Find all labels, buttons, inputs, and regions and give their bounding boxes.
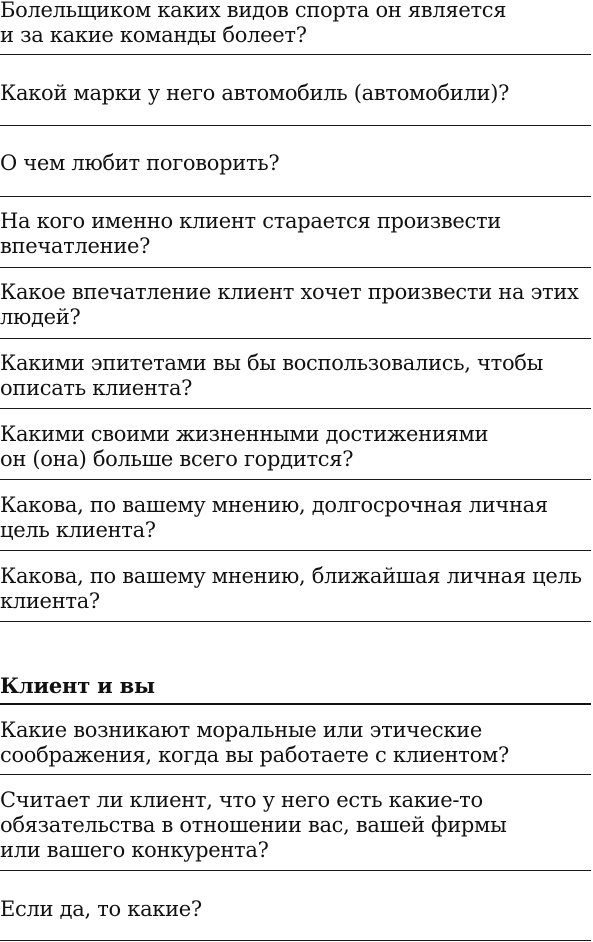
question-sports: Болельщиком каких видов спорта он является и за какие команды болеет?	[0, 0, 507, 47]
answer-line	[0, 54, 591, 55]
answer-line	[0, 940, 591, 941]
question-epithets: Какими эпитетами вы бы воспользовались, чтобы описать клиента?	[0, 351, 544, 400]
answer-line	[0, 550, 591, 551]
question-car: Какой марки у него автомобиль (автомобили)?	[0, 81, 510, 105]
question-impression: Какое впечатление клиент хочет произвести на этих людей?	[0, 280, 579, 329]
answer-line	[0, 196, 591, 197]
answer-line	[0, 338, 591, 339]
answer-line	[0, 267, 591, 268]
question-achievements: Какими своими жизненными достижениями он (она) больше всего гордится?	[0, 422, 489, 471]
question-ethics: Какие возникают моральные или этические соображения, когда вы работаете с клиентом?	[0, 718, 509, 767]
answer-line	[0, 479, 591, 480]
section-heading: Клиент и вы	[0, 673, 155, 698]
answer-line	[0, 621, 591, 622]
section-divider	[0, 703, 591, 705]
answer-line	[0, 774, 591, 775]
answer-line	[0, 408, 591, 409]
question-conversation: О чем любит поговорить?	[0, 151, 280, 175]
question-obligations: Считает ли клиент, что у него есть какие-то обязательства в отношении вас, вашей фирмы или вашего конкурента?	[0, 788, 507, 862]
question-longterm-goal: Какова, по вашему мнению, долгосрочная личная цель клиента?	[0, 493, 548, 542]
answer-line	[0, 870, 591, 871]
question-which-ones: Если да, то какие?	[0, 897, 202, 921]
question-shortterm-goal: Какова, по вашему мнению, ближайшая личная цель клиента?	[0, 564, 582, 613]
question-impress-whom: На кого именно клиент старается произвести впечатление?	[0, 209, 501, 258]
answer-line	[0, 125, 591, 126]
